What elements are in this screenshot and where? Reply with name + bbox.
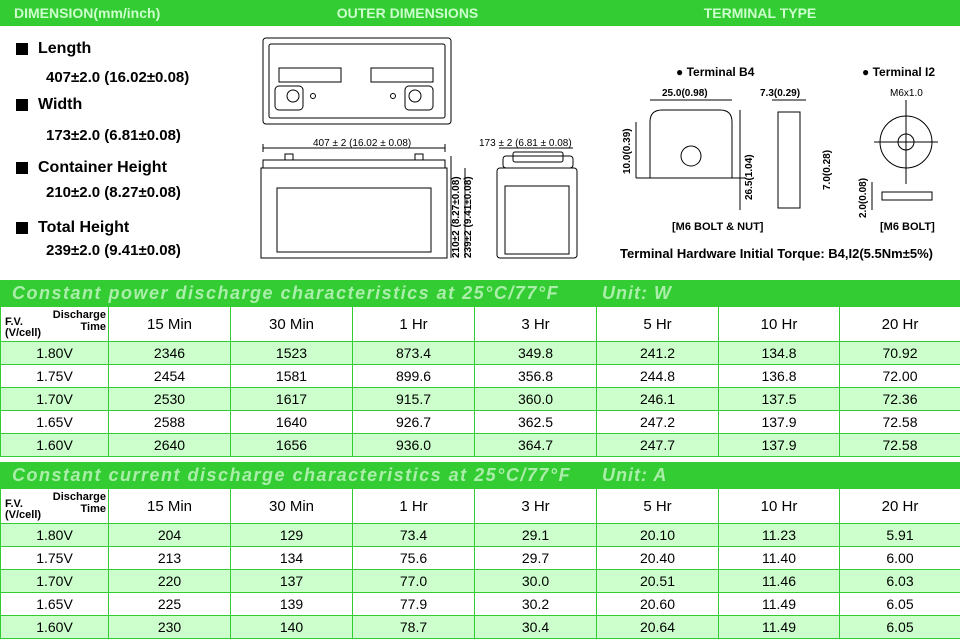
dim-length-inch: (16.02±0.08) [104, 69, 190, 86]
bullet-icon [16, 162, 28, 174]
column-header: 15 Min [109, 489, 231, 524]
b4-width-text: 25.0(0.98) [662, 88, 708, 99]
column-header: 20 Hr [840, 489, 960, 524]
table-cell: 247.7 [597, 434, 719, 457]
table-cell: 20.60 [597, 593, 719, 616]
table-cell: 29.1 [475, 524, 597, 547]
header-terminal-label: TERMINAL TYPE [703, 5, 817, 21]
dim-length-value [46, 69, 189, 86]
table-cell: 220 [109, 570, 231, 593]
table-cell: 2346 [109, 342, 231, 365]
outer-dimensions-drawing [255, 26, 595, 270]
table-cell: 1640 [231, 411, 353, 434]
table-cell: 360.0 [475, 388, 597, 411]
torque-note: Terminal Hardware Initial Torque: B4,I2(5.5Nm±5%) [620, 246, 933, 261]
dimensions-list [0, 26, 255, 270]
b4-thickness-text: 7.3(0.29) [760, 88, 801, 99]
table-cell: 899.6 [353, 365, 475, 388]
height-dim-a-text: 210±2 (8.27±0.08) [451, 176, 462, 258]
table-cell: 11.23 [719, 524, 840, 547]
b4-h2-text: 26.5(1.04) [744, 154, 755, 200]
table-cell: 6.03 [840, 570, 960, 593]
table-cell: 2588 [109, 411, 231, 434]
column-header: 30 Min [231, 489, 353, 524]
table-cell: 77.9 [353, 593, 475, 616]
table-cell: 20.40 [597, 547, 719, 570]
battery-side-view [497, 148, 577, 258]
header-dimension-label: DIMENSION(mm/inch) [14, 5, 161, 21]
row-voltage-cell: 1.60V [1, 616, 109, 639]
dim-container-height-label [16, 159, 167, 177]
table-row [1, 570, 960, 593]
column-header: 20 Hr [840, 307, 960, 342]
row-voltage-cell: 1.70V [1, 388, 109, 411]
table-row [1, 388, 960, 411]
corner-bottom-line: (V/cell) [5, 327, 42, 339]
terminal-i2-title: ● Terminal I2 [862, 65, 936, 79]
table-cell: 77.0 [353, 570, 475, 593]
length-dim-text: 407 ± 2 (16.02 ± 0.08) [313, 138, 412, 149]
table-cell: 11.46 [719, 570, 840, 593]
table-cell: 6.05 [840, 616, 960, 639]
column-header: 5 Hr [597, 489, 719, 524]
table-row [1, 524, 960, 547]
height-dim-b-text: 239±2 (9.41±0.08) [463, 176, 474, 258]
battery-top-view [263, 38, 451, 124]
dim-length-mm: 407±2.0 [46, 69, 101, 86]
table-cell: 72.58 [840, 411, 960, 434]
header-outer [255, 0, 560, 26]
row-voltage-cell: 1.60V [1, 434, 109, 457]
width-dim-text: 173 ± 2 (6.81 ± 0.08) [479, 138, 572, 149]
dim-container-height-value [46, 184, 181, 201]
corner-discharge-time [53, 309, 106, 333]
dim-length-text: Length [38, 40, 92, 57]
current-unit: Unit: A [602, 465, 668, 485]
column-header: 30 Min [231, 307, 353, 342]
dim-width-value [46, 127, 181, 144]
table-cell: 1656 [231, 434, 353, 457]
table-cell: 30.4 [475, 616, 597, 639]
table-cell: 20.64 [597, 616, 719, 639]
table-cell: 356.8 [475, 365, 597, 388]
table-cell: 137 [231, 570, 353, 593]
column-header: 5 Hr [597, 307, 719, 342]
row-voltage-cell: 1.70V [1, 570, 109, 593]
table-cell: 134 [231, 547, 353, 570]
table-cell: 225 [109, 593, 231, 616]
table-cell: 72.58 [840, 434, 960, 457]
table-cell: 2454 [109, 365, 231, 388]
corner-fv [5, 499, 41, 521]
table-row [1, 593, 960, 616]
table-row [1, 365, 960, 388]
table-cell: 213 [109, 547, 231, 570]
dim-width-inch: (6.81±0.08) [104, 127, 181, 144]
table-cell: 11.49 [719, 616, 840, 639]
bullet-icon [16, 43, 28, 55]
column-header: 1 Hr [353, 489, 475, 524]
row-voltage-cell: 1.75V [1, 365, 109, 388]
table-cell: 20.51 [597, 570, 719, 593]
power-title: Constant power discharge characteristics at 25°C/77°F [12, 283, 560, 303]
corner-discharge-time [53, 491, 106, 515]
i2-caption: [M6 BOLT] [880, 221, 935, 233]
corner-bottom-line: F.V. [5, 316, 23, 328]
table-cell: 230 [109, 616, 231, 639]
table-cell: 137.5 [719, 388, 840, 411]
dim-container-height-inch: (8.27±0.08) [104, 184, 181, 201]
table-cell: 204 [109, 524, 231, 547]
table-cell: 72.36 [840, 388, 960, 411]
column-header: 15 Min [109, 307, 231, 342]
corner-bottom-line: F.V. [5, 498, 23, 510]
dim-width-label [16, 96, 82, 114]
power-banner [0, 280, 960, 306]
current-banner [0, 462, 960, 488]
table-cell: 6.05 [840, 593, 960, 616]
table-row [1, 434, 960, 457]
b4-h3-text: 7.0(0.28) [822, 149, 833, 190]
table-cell: 2640 [109, 434, 231, 457]
table-cell: 11.49 [719, 593, 840, 616]
current-title: Constant current discharge characteristics at 25°C/77°F [12, 465, 572, 485]
table-cell: 349.8 [475, 342, 597, 365]
table-cell: 6.00 [840, 547, 960, 570]
b4-caption: [M6 BOLT & NUT] [672, 221, 764, 233]
dim-container-height-text: Container Height [38, 159, 167, 176]
dim-total-height-label [16, 219, 129, 237]
table-cell: 30.0 [475, 570, 597, 593]
table-cell: 137.9 [719, 434, 840, 457]
corner-bottom-line: (V/cell) [5, 509, 42, 521]
bullet-icon [16, 222, 28, 234]
table-cell: 244.8 [597, 365, 719, 388]
table-cell: 140 [231, 616, 353, 639]
power-unit: Unit: W [602, 283, 672, 303]
table-cell: 936.0 [353, 434, 475, 457]
table-cell: 137.9 [719, 411, 840, 434]
table-cell: 246.1 [597, 388, 719, 411]
dim-total-height-mm: 239±2.0 [46, 242, 101, 259]
row-voltage-cell: 1.65V [1, 593, 109, 616]
table-cell: 11.40 [719, 547, 840, 570]
dim-container-height-mm: 210±2.0 [46, 184, 101, 201]
i2-bolt-text: M6x1.0 [890, 88, 923, 99]
terminal-drawing [600, 60, 960, 240]
terminal-b4-icon [636, 100, 806, 210]
row-voltage-cell: 1.80V [1, 342, 109, 365]
row-voltage-cell: 1.65V [1, 411, 109, 434]
table-cell: 30.2 [475, 593, 597, 616]
column-header: 3 Hr [475, 307, 597, 342]
table-cell: 1581 [231, 365, 353, 388]
column-header: 1 Hr [353, 307, 475, 342]
header-outer-label: OUTER DIMENSIONS [336, 5, 479, 21]
column-header: 3 Hr [475, 489, 597, 524]
row-voltage-cell: 1.75V [1, 547, 109, 570]
b4-h1-text: 10.0(0.39) [622, 128, 633, 174]
bullet-icon [16, 99, 28, 111]
terminal-b4-title: ● Terminal B4 [676, 65, 755, 79]
battery-front-view [261, 144, 465, 258]
dim-width-mm: 173±2.0 [46, 127, 101, 144]
table-cell: 364.7 [475, 434, 597, 457]
dim-length-label [16, 40, 91, 58]
dim-total-height-text: Total Height [38, 219, 130, 236]
row-voltage-cell: 1.80V [1, 524, 109, 547]
corner-top-line: Discharge [52, 491, 106, 503]
dim-width-text: Width [38, 96, 83, 113]
header-dimension [0, 0, 255, 26]
table-cell: 136.8 [719, 365, 840, 388]
table-row [1, 342, 960, 365]
power-table [0, 306, 960, 457]
table-cell: 73.4 [353, 524, 475, 547]
table-cell: 129 [231, 524, 353, 547]
table-cell: 78.7 [353, 616, 475, 639]
corner-fv [5, 317, 41, 339]
terminal-i2-icon [872, 100, 938, 210]
table-cell: 20.10 [597, 524, 719, 547]
table-cell: 1617 [231, 388, 353, 411]
table-cell: 2530 [109, 388, 231, 411]
corner-top-line: Discharge [52, 309, 106, 321]
table-cell: 29.7 [475, 547, 597, 570]
dim-total-height-value [46, 242, 181, 259]
column-header: 10 Hr [719, 307, 840, 342]
table-cell: 1523 [231, 342, 353, 365]
table-cell: 241.2 [597, 342, 719, 365]
table-cell: 873.4 [353, 342, 475, 365]
corner-top-line: Time [80, 321, 106, 333]
table-cell: 247.2 [597, 411, 719, 434]
i2-height-text: 2.0(0.08) [858, 177, 869, 218]
table-cell: 70.92 [840, 342, 960, 365]
table-row [1, 547, 960, 570]
table-cell: 915.7 [353, 388, 475, 411]
table-cell: 75.6 [353, 547, 475, 570]
table-corner-header [1, 307, 109, 342]
table-cell: 134.8 [719, 342, 840, 365]
table-cell: 5.91 [840, 524, 960, 547]
table-row [1, 616, 960, 639]
header-terminal [560, 0, 960, 26]
table-row [1, 411, 960, 434]
table-cell: 139 [231, 593, 353, 616]
table-cell: 926.7 [353, 411, 475, 434]
corner-top-line: Time [80, 503, 106, 515]
current-table [0, 488, 960, 639]
table-corner-header [1, 489, 109, 524]
dim-total-height-inch: (9.41±0.08) [104, 242, 181, 259]
table-cell: 362.5 [475, 411, 597, 434]
table-cell: 72.00 [840, 365, 960, 388]
column-header: 10 Hr [719, 489, 840, 524]
